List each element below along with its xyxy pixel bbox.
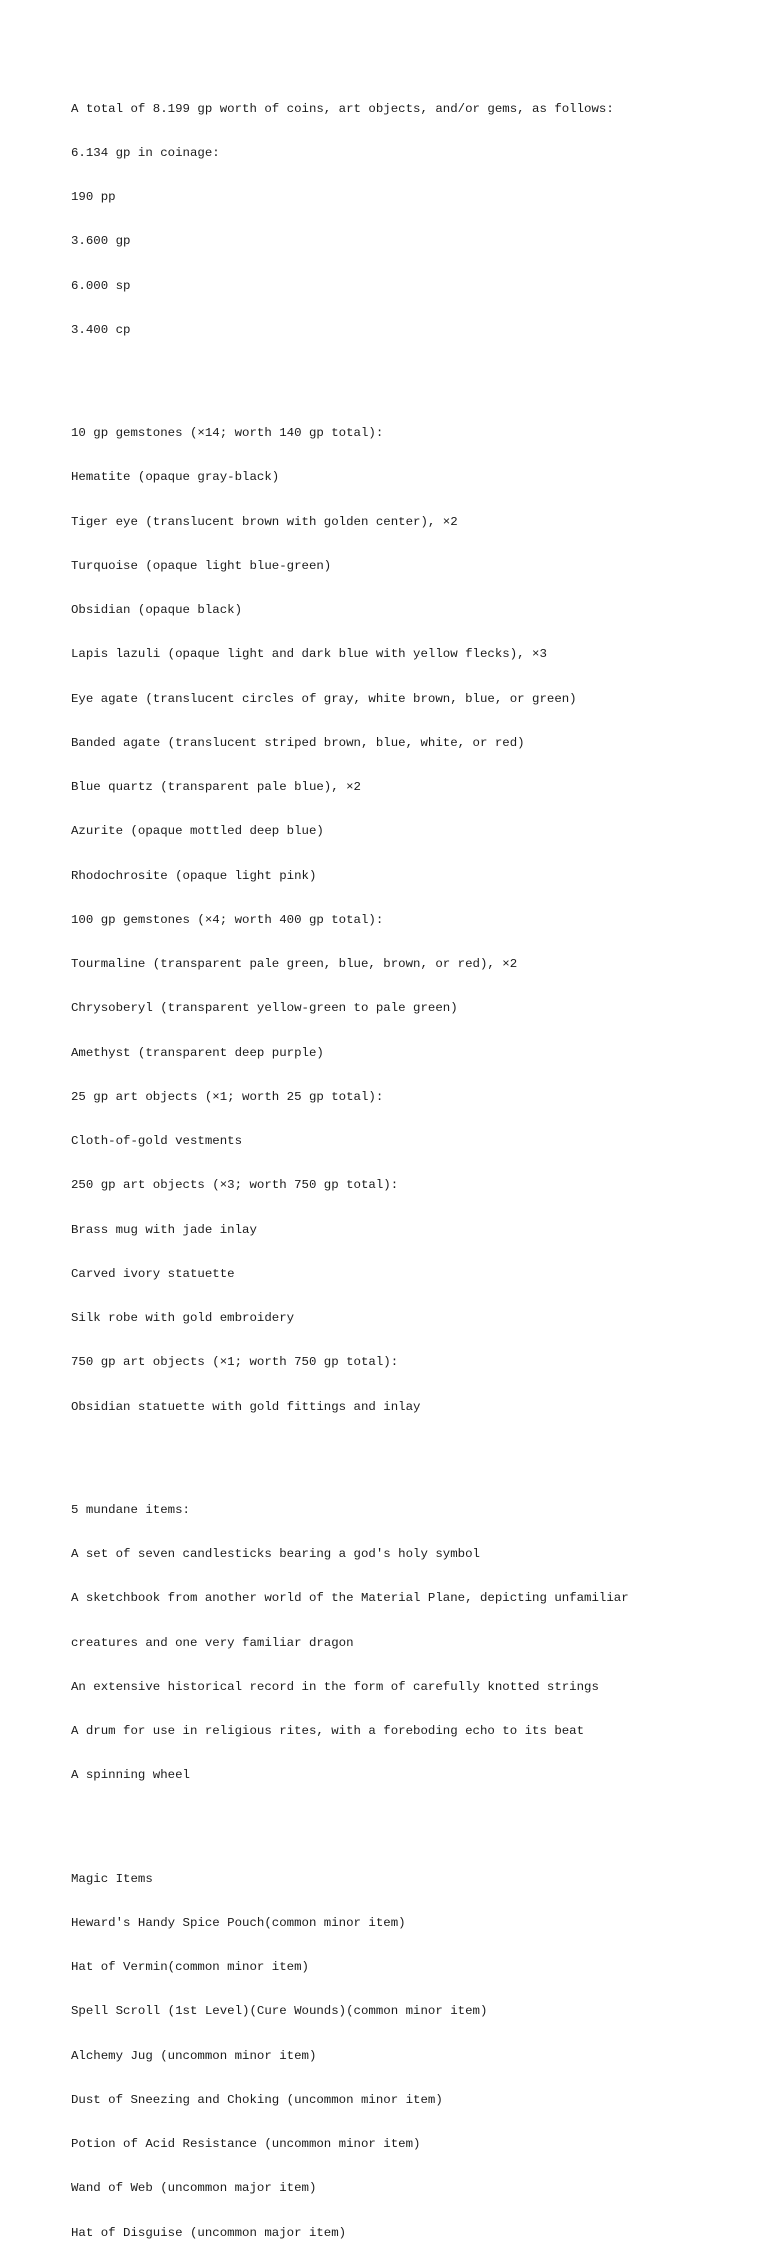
treasure-line: Obsidian statuette with gold fittings and inlay [71,1399,421,1414]
mundane-line: A sketchbook from another world of the Material Plane, depicting unfamiliar [71,1591,629,1606]
treasure-line: Tourmaline (transparent pale green, blue, brown, or red), ×2 [71,957,518,971]
magic-item: Hat of Vermin(common minor item) [71,1960,309,1974]
blank-line [71,1813,751,1828]
treasure-line: Turquoise (opaque light blue-green) [71,558,332,573]
treasure-line: Chrysoberyl (transparent yellow-green to pale green) [71,1001,458,1016]
magic-item: Potion of Acid Resistance (uncommon minor item) [71,2137,421,2151]
treasure-line: 100 gp gemstones (×4; worth 400 gp total): [71,912,384,927]
blank-line [71,367,751,382]
treasure-line: Banded agate (translucent striped brown, blue, white, or red) [71,735,525,750]
treasure-document [71,72,751,2255]
coin-line: 190 pp [71,190,116,204]
treasure-line: 25 gp art objects (×1; worth 25 gp total): [71,1089,384,1104]
blank-line [71,1444,751,1459]
magic-item: Heward's Handy Spice Pouch(common minor item) [71,1915,406,1930]
treasure-line: Azurite (opaque mottled deep blue) [71,824,324,839]
mundane-line: A spinning wheel [71,1768,190,1783]
treasure-line: Eye agate (translucent circles of gray, white brown, blue, or green) [71,691,577,706]
treasure-line: Blue quartz (transparent pale blue), ×2 [71,780,361,794]
treasure-line: Silk robe with gold embroidery [71,1311,295,1325]
magic-item: Wand of Web (uncommon major item) [71,2181,317,2196]
treasure-line: Cloth-of-gold vestments [71,1134,243,1148]
magic-item: Dust of Sneezing and Choking (uncommon minor item) [71,2092,443,2107]
treasure-line: Hematite (opaque gray-black) [71,470,280,485]
mundane-line: A set of seven candlesticks bearing a god's holy symbol [71,1547,480,1561]
treasure-line: Brass mug with jade inlay [71,1222,257,1237]
treasure-line: 750 gp art objects (×1; worth 750 gp total): [71,1355,399,1370]
treasure-line: Tiger eye (translucent brown with golden center), ×2 [71,514,458,529]
coin-line: 3.600 gp [71,234,131,249]
mundane-line: An extensive historical record in the form of carefully knotted strings [71,1679,599,1694]
coinage-heading: 6.134 gp in coinage: [71,145,220,160]
mundane-heading: 5 mundane items: [71,1502,190,1517]
magic-item: Spell Scroll (1st Level)(Cure Wounds)(common minor item) [71,2004,488,2019]
treasure-line: 250 gp art objects (×3; worth 750 gp total): [71,1178,399,1193]
treasure-line: Rhodochrosite (opaque light pink) [71,868,317,883]
mundane-line: creatures and one very familiar dragon [71,1635,354,1650]
mundane-line: A drum for use in religious rites, with a foreboding echo to its beat [71,1724,585,1738]
treasure-line: Lapis lazuli (opaque light and dark blue with yellow flecks), ×3 [71,647,547,662]
treasure-line: Obsidian (opaque black) [71,603,243,617]
treasure-line: 10 gp gemstones (×14; worth 140 gp total): [71,426,384,440]
magic-item: Hat of Disguise (uncommon major item) [71,2225,347,2240]
coin-line: 6.000 sp [71,278,131,293]
treasure-line: Amethyst (transparent deep purple) [71,1045,324,1060]
coin-line: 3.400 cp [71,322,131,337]
magic-item: Alchemy Jug (uncommon minor item) [71,2048,317,2063]
total-line: A total of 8.199 gp worth of coins, art objects, and/or gems, as follows: [71,101,614,116]
magic-heading: Magic Items [71,1871,153,1886]
treasure-line: Carved ivory statuette [71,1266,235,1281]
